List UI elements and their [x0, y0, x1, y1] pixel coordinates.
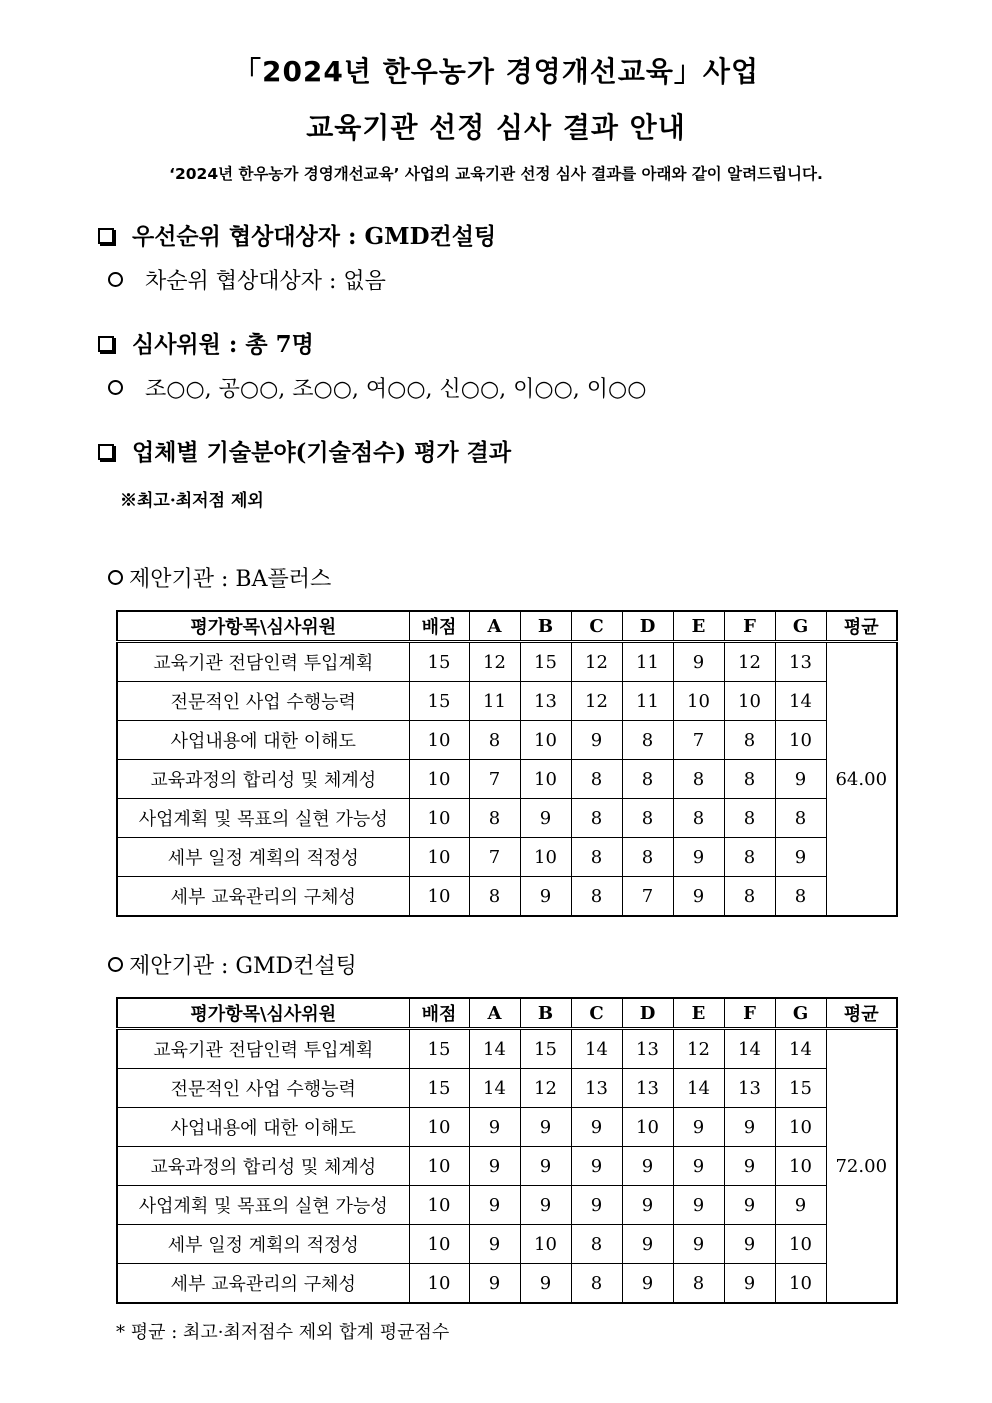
score-cell: 10	[775, 1264, 826, 1304]
score-cell: 13	[622, 1029, 673, 1069]
score-cell: 9	[673, 838, 724, 877]
score-cell: 10	[520, 838, 571, 877]
header-judge: F	[724, 611, 775, 642]
score-cell: 7	[469, 838, 520, 877]
score-cell: 9	[724, 1147, 775, 1186]
section-priority	[98, 218, 496, 251]
points-cell: 10	[409, 1225, 469, 1264]
score-cell: 13	[775, 642, 826, 682]
table-row	[117, 642, 897, 682]
score-cell: 14	[469, 1069, 520, 1108]
criterion-cell: 세부 교육관리의 구체성	[117, 1264, 409, 1304]
score-cell: 14	[775, 1029, 826, 1069]
score-cell: 10	[520, 1225, 571, 1264]
score-cell: 12	[520, 1069, 571, 1108]
score-cell: 8	[622, 799, 673, 838]
table-row	[117, 721, 897, 760]
circle-bullet-icon	[108, 380, 123, 395]
score-cell: 13	[622, 1069, 673, 1108]
score-cell: 8	[673, 1264, 724, 1304]
criterion-cell: 교육과정의 합리성 및 체계성	[117, 760, 409, 799]
score-cell: 9	[520, 877, 571, 917]
points-cell: 10	[409, 1147, 469, 1186]
header-judge: C	[571, 611, 622, 642]
score-cell: 8	[724, 877, 775, 917]
table-row	[117, 1186, 897, 1225]
score-cell: 8	[724, 721, 775, 760]
section-reviewers-label: 심사위원 : 총 7명	[132, 331, 314, 358]
score-cell: 14	[571, 1029, 622, 1069]
points-cell: 15	[409, 642, 469, 682]
score-cell: 9	[775, 838, 826, 877]
score-cell: 9	[520, 1108, 571, 1147]
score-cell: 11	[622, 642, 673, 682]
score-cell: 14	[469, 1029, 520, 1069]
score-cell: 15	[775, 1069, 826, 1108]
header-item: 평가항목\심사위원	[117, 998, 409, 1029]
points-cell: 10	[409, 760, 469, 799]
score-cell: 10	[775, 1225, 826, 1264]
score-cell: 8	[469, 877, 520, 917]
score-cell: 9	[724, 1108, 775, 1147]
score-cell: 9	[673, 1186, 724, 1225]
score-cell: 12	[724, 642, 775, 682]
circle-bullet-icon	[108, 272, 123, 287]
table-row	[117, 1225, 897, 1264]
table-header-row	[117, 998, 897, 1029]
score-cell: 9	[520, 1264, 571, 1304]
score-cell: 12	[571, 682, 622, 721]
score-cell: 12	[571, 642, 622, 682]
points-cell: 10	[409, 1264, 469, 1304]
score-cell: 7	[469, 760, 520, 799]
score-cell: 9	[724, 1225, 775, 1264]
circle-bullet-icon	[108, 957, 123, 972]
table-row	[117, 760, 897, 799]
score-cell: 9	[469, 1225, 520, 1264]
score-cell: 9	[571, 721, 622, 760]
score-cell: 8	[775, 799, 826, 838]
table-row	[117, 1108, 897, 1147]
criterion-cell: 전문적인 사업 수행능력	[117, 1069, 409, 1108]
score-cell: 8	[571, 877, 622, 917]
score-cell: 7	[622, 877, 673, 917]
score-cell: 9	[571, 1186, 622, 1225]
institution-1-heading	[108, 562, 331, 593]
evaluation-note: ※최고·최저점 제외	[120, 491, 264, 511]
score-cell: 14	[775, 682, 826, 721]
section-reviewers	[98, 326, 314, 359]
score-cell: 8	[622, 721, 673, 760]
reviewer-names: 조○○, 공○○, 조○○, 여○○, 신○○, 이○○, 이○○	[145, 377, 647, 402]
score-cell: 9	[673, 642, 724, 682]
criterion-cell: 사업계획 및 목표의 실현 가능성	[117, 1186, 409, 1225]
criterion-cell: 전문적인 사업 수행능력	[117, 682, 409, 721]
points-cell: 15	[409, 682, 469, 721]
score-cell: 9	[469, 1186, 520, 1225]
intro-text: ‘2024년 한우농가 경영개선교육’ 사업의 교육기관 선정 심사 결과를 아래와 같이 알려드립니다.	[169, 165, 823, 183]
header-judge: D	[622, 611, 673, 642]
score-cell: 8	[673, 799, 724, 838]
table-row	[117, 877, 897, 917]
points-cell: 10	[409, 877, 469, 917]
score-cell: 13	[724, 1069, 775, 1108]
score-cell: 8	[571, 760, 622, 799]
score-cell: 9	[673, 1147, 724, 1186]
section-priority-sub	[108, 264, 386, 295]
table-row	[117, 1264, 897, 1304]
header-average: 평균	[826, 998, 897, 1029]
score-cell: 12	[673, 1029, 724, 1069]
score-cell: 10	[520, 760, 571, 799]
score-cell: 9	[622, 1264, 673, 1304]
score-cell: 8	[469, 799, 520, 838]
score-cell: 8	[724, 760, 775, 799]
section-evaluation-label: 업체별 기술분야(기술점수) 평가 결과	[132, 439, 512, 466]
points-cell: 10	[409, 1186, 469, 1225]
header-judge: E	[673, 611, 724, 642]
score-cell: 8	[571, 1225, 622, 1264]
header-points: 배점	[409, 998, 469, 1029]
square-bullet-icon	[98, 336, 114, 352]
average-cell: 72.00	[826, 1029, 897, 1304]
header-average: 평균	[826, 611, 897, 642]
criterion-cell: 세부 일정 계획의 적정성	[117, 1225, 409, 1264]
score-cell: 9	[571, 1147, 622, 1186]
square-bullet-icon	[98, 444, 114, 460]
score-cell: 9	[673, 1108, 724, 1147]
score-cell: 11	[469, 682, 520, 721]
points-cell: 10	[409, 799, 469, 838]
document-title: 「2024년 한우농가 경영개선교육」사업	[232, 55, 760, 88]
header-judge: F	[724, 998, 775, 1029]
score-cell: 10	[520, 721, 571, 760]
criterion-cell: 교육과정의 합리성 및 체계성	[117, 1147, 409, 1186]
score-cell: 9	[571, 1108, 622, 1147]
score-cell: 7	[673, 721, 724, 760]
table-header-row	[117, 611, 897, 642]
score-cell: 9	[622, 1147, 673, 1186]
criterion-cell: 사업계획 및 목표의 실현 가능성	[117, 799, 409, 838]
score-cell: 10	[775, 1108, 826, 1147]
score-cell: 8	[673, 760, 724, 799]
institution-1-score-table	[116, 610, 898, 917]
score-cell: 9	[469, 1108, 520, 1147]
header-points: 배점	[409, 611, 469, 642]
header-judge: G	[775, 611, 826, 642]
header-judge: B	[520, 611, 571, 642]
score-cell: 9	[469, 1147, 520, 1186]
points-cell: 10	[409, 721, 469, 760]
header-judge: C	[571, 998, 622, 1029]
score-cell: 9	[724, 1186, 775, 1225]
points-cell: 10	[409, 838, 469, 877]
score-cell: 11	[622, 682, 673, 721]
table-row	[117, 838, 897, 877]
score-cell: 10	[622, 1108, 673, 1147]
score-cell: 8	[724, 799, 775, 838]
table-row	[117, 682, 897, 721]
criterion-cell: 사업내용에 대한 이해도	[117, 721, 409, 760]
score-cell: 10	[775, 721, 826, 760]
header-judge: A	[469, 998, 520, 1029]
score-cell: 9	[724, 1264, 775, 1304]
table-row	[117, 1069, 897, 1108]
institution-2-score-table	[116, 997, 898, 1304]
document-subtitle-title: 교육기관 선정 심사 결과 안내	[306, 111, 686, 144]
score-cell: 9	[520, 799, 571, 838]
criterion-cell: 사업내용에 대한 이해도	[117, 1108, 409, 1147]
second-priority-label: 차순위 협상대상자 : 없음	[145, 269, 386, 294]
score-cell: 10	[724, 682, 775, 721]
points-cell: 15	[409, 1069, 469, 1108]
score-cell: 8	[622, 838, 673, 877]
header-judge: D	[622, 998, 673, 1029]
score-cell: 10	[673, 682, 724, 721]
score-cell: 8	[775, 877, 826, 917]
institution-2-label: 제안기관 : GMD컨설팅	[129, 954, 357, 979]
score-cell: 12	[469, 642, 520, 682]
score-cell: 8	[571, 1264, 622, 1304]
score-cell: 9	[469, 1264, 520, 1304]
score-cell: 9	[520, 1147, 571, 1186]
institution-2-heading	[108, 949, 357, 980]
score-cell: 8	[571, 799, 622, 838]
points-cell: 15	[409, 1029, 469, 1069]
header-judge: G	[775, 998, 826, 1029]
score-cell: 9	[520, 1186, 571, 1225]
table-row	[117, 799, 897, 838]
institution-1-label: 제안기관 : BA플러스	[129, 567, 332, 592]
table-row	[117, 1029, 897, 1069]
score-cell: 9	[673, 877, 724, 917]
score-cell: 8	[724, 838, 775, 877]
score-cell: 13	[571, 1069, 622, 1108]
score-cell: 13	[520, 682, 571, 721]
square-bullet-icon	[98, 228, 114, 244]
score-cell: 9	[775, 1186, 826, 1225]
table-row	[117, 1147, 897, 1186]
score-cell: 15	[520, 1029, 571, 1069]
circle-bullet-icon	[108, 570, 123, 585]
footnote: * 평균 : 최고·최저점수 제외 합계 평균점수	[116, 1322, 450, 1343]
header-item: 평가항목\심사위원	[117, 611, 409, 642]
average-cell: 64.00	[826, 642, 897, 917]
section-priority-label: 우선순위 협상대상자 : GMD컨설팅	[132, 223, 497, 250]
score-cell: 9	[622, 1186, 673, 1225]
score-cell: 14	[673, 1069, 724, 1108]
criterion-cell: 교육기관 전담인력 투입계획	[117, 1029, 409, 1069]
score-cell: 8	[571, 838, 622, 877]
criterion-cell: 세부 일정 계획의 적정성	[117, 838, 409, 877]
header-judge: A	[469, 611, 520, 642]
score-cell: 8	[622, 760, 673, 799]
score-cell: 9	[673, 1225, 724, 1264]
section-evaluation	[98, 434, 511, 467]
header-judge: B	[520, 998, 571, 1029]
criterion-cell: 교육기관 전담인력 투입계획	[117, 642, 409, 682]
score-cell: 15	[520, 642, 571, 682]
criterion-cell: 세부 교육관리의 구체성	[117, 877, 409, 917]
points-cell: 10	[409, 1108, 469, 1147]
score-cell: 10	[775, 1147, 826, 1186]
score-cell: 8	[469, 721, 520, 760]
score-cell: 9	[622, 1225, 673, 1264]
score-cell: 14	[724, 1029, 775, 1069]
section-reviewers-sub	[108, 372, 646, 403]
header-judge: E	[673, 998, 724, 1029]
score-cell: 9	[775, 760, 826, 799]
